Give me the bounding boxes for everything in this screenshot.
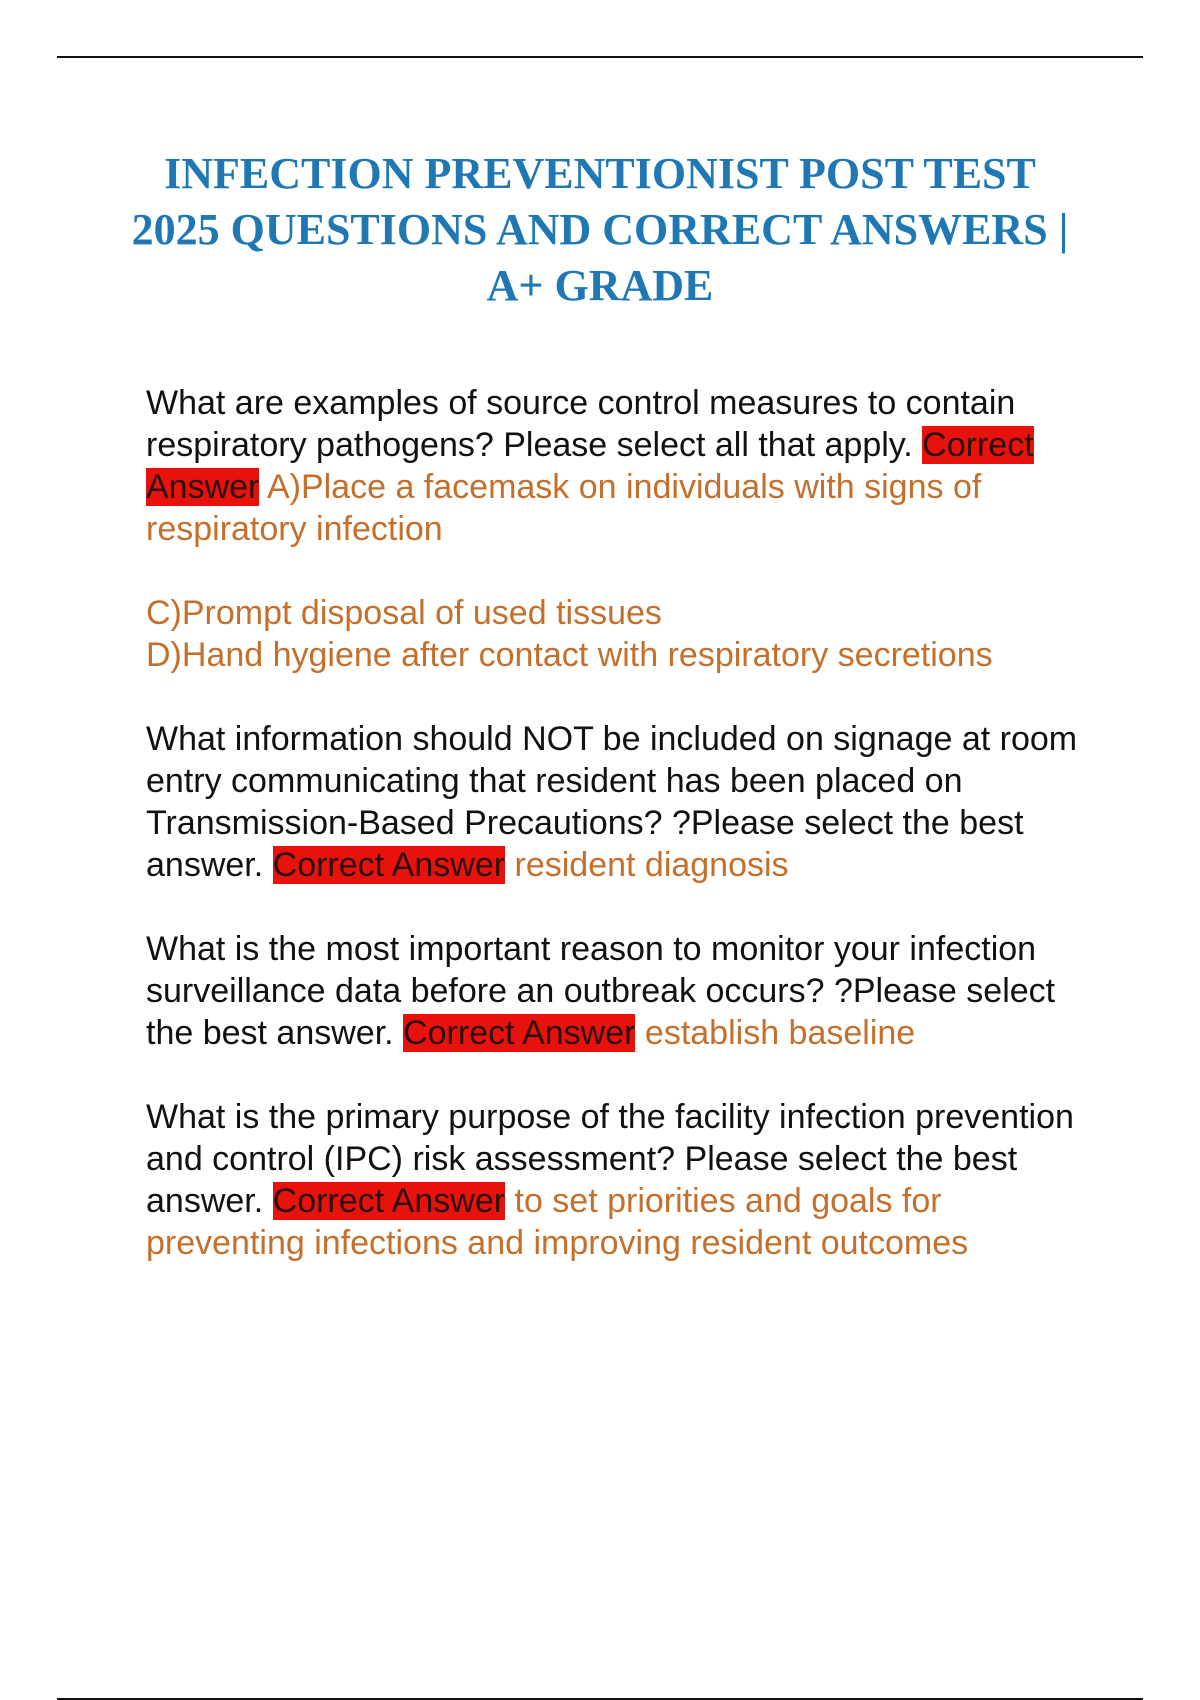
qa-item-3 [146, 928, 1096, 1054]
qa-item-4 [146, 1096, 1096, 1264]
question-text: What information should NOT be included on signage at room entry communicating that resident has been placed on Transmission-Based Precautions? ?Please select the best answer. [146, 720, 1078, 884]
qa-item-1 [146, 382, 1096, 676]
correct-answer-badge: Correct Answer [272, 1182, 506, 1220]
answer-text: establish baseline [644, 1014, 916, 1052]
answer-text: resident diagnosis [514, 846, 789, 884]
question-text: What are examples of source control measures to contain respiratory pathogens? Please select all that apply. [146, 384, 1016, 464]
answer-text: A)Place a facemask on individuals with signs of respiratory infection [146, 468, 982, 548]
answer-option: C)Prompt disposal of used tissues [146, 594, 662, 632]
qa-list [146, 382, 1096, 1306]
correct-answer-badge: Correct Answer [403, 1014, 636, 1052]
question-text: What is the most important reason to monitor your infection surveillance data before an outbreak occurs? ?Please select the best answer. [146, 930, 1056, 1052]
answer-option: D)Hand hygiene after contact with respiratory secretions [146, 636, 993, 674]
correct-answer-badge: Correct Answer [272, 846, 506, 884]
question-text: What is the primary purpose of the facility infection prevention and control (IPC) risk assessment? Please select the best answer. [146, 1098, 1074, 1220]
additional-answers [146, 592, 1096, 676]
answer-text: to set priorities and goals for preventing infections and improving resident outcomes [146, 1182, 969, 1262]
correct-answer-badge: Correct Answer [146, 426, 1034, 506]
document-title: INFECTION PREVENTIONIST POST TEST 2025 QUESTIONS AND CORRECT ANSWERS | A+ GRADE [131, 149, 1069, 310]
top-divider [57, 56, 1143, 58]
qa-item-2 [146, 718, 1096, 886]
